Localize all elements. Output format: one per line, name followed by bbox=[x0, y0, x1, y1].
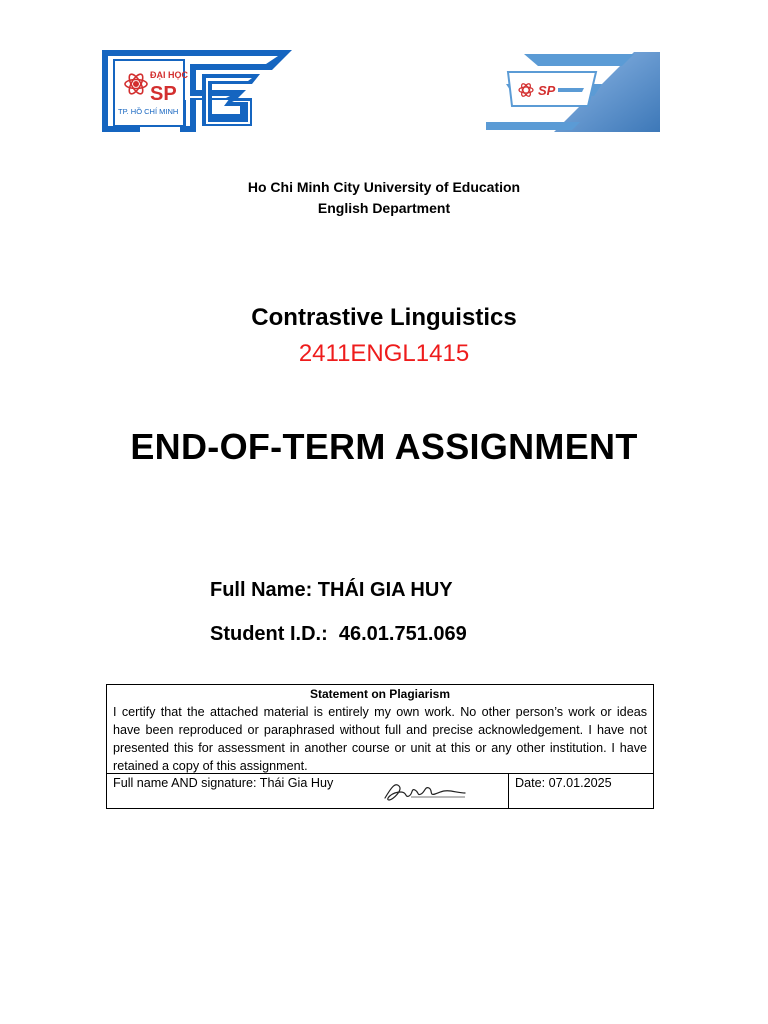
signature-label: Full name AND signature: Thái Gia Huy bbox=[113, 776, 334, 790]
student-full-name: Full Name: THÁI GIA HUY bbox=[210, 579, 453, 601]
university-atom-logo-icon bbox=[100, 44, 296, 136]
plagiarism-statement-table bbox=[106, 684, 654, 809]
university-logo bbox=[100, 44, 296, 136]
department-name: English Department bbox=[317, 200, 451, 216]
course-code: 2411ENGL1415 bbox=[298, 340, 470, 367]
logo-text-dai-hoc: ĐẠI HỌC bbox=[150, 70, 188, 80]
logo-text-city: TP. HỒ CHÍ MINH bbox=[118, 107, 179, 116]
signature-cell bbox=[107, 774, 509, 808]
statement-body: I certify that the attached material is entirely my own work. No other person’s work or ideas have been reproduced or paraphrased without full and precise acknowledgement. I have not presented this for assessment in another course or unit at this or any other institution. I have retained a copy of this assignment. bbox=[113, 705, 647, 773]
logo-text-sp-right: SP bbox=[538, 83, 556, 98]
logo-text-sp: SP bbox=[150, 83, 177, 105]
handwritten-signature-icon bbox=[381, 778, 467, 804]
department-logo bbox=[484, 48, 660, 132]
university-name: Ho Chi Minh City University of Education bbox=[247, 179, 521, 195]
statement-heading: Statement on Plagiarism bbox=[309, 687, 451, 701]
assignment-title: END-OF-TERM ASSIGNMENT bbox=[130, 426, 638, 467]
date-label: Date: 07.01.2025 bbox=[515, 776, 612, 790]
statement-cell bbox=[107, 685, 653, 774]
student-id: Student I.D.: 46.01.751.069 bbox=[210, 623, 467, 645]
course-title: Contrastive Linguistics bbox=[251, 304, 517, 331]
department-sp-logo-icon bbox=[484, 48, 660, 132]
date-cell bbox=[509, 774, 653, 808]
